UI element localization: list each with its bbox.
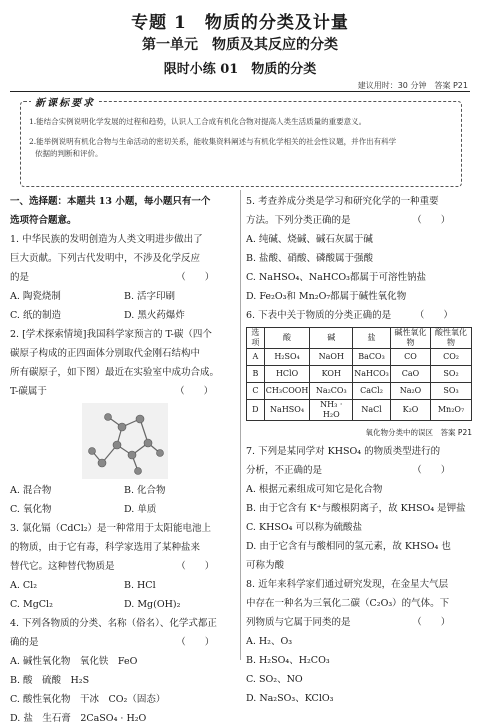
option: D. 由于它含有与酸相同的氢元素，故 KHSO₄ 也: [246, 541, 451, 552]
table-header: 盐: [353, 328, 391, 349]
option: B. H₂SO₄、H₂CO₃: [246, 655, 330, 666]
q1-options: [10, 287, 238, 306]
section-heading: 选项符合题意。: [10, 215, 77, 226]
table-cell: CaO: [390, 366, 430, 383]
question-3: 3. 氯化镉（CdCl₂）是一种常用于太阳能电池上: [10, 523, 212, 534]
q1-options: [10, 306, 238, 325]
curriculum-box: [20, 98, 462, 187]
table-cell: NaHCO₃: [353, 366, 391, 383]
option: C. KHSO₄ 可以称为硫酸盐: [246, 522, 362, 533]
question-text: 确的是 （ ）: [10, 637, 215, 648]
option: C. 酸性氧化物 干冰 CO₂（固态）: [10, 694, 166, 705]
t-carbon-structure-image: [82, 403, 168, 479]
option: D. 单质: [124, 504, 157, 515]
time-info: 建议用时：30 分钟 答案 P21: [357, 81, 468, 90]
left-column: [10, 192, 238, 728]
option: B. 酸 硫酸 H₂S: [10, 675, 90, 686]
option: A. 碱性氧化物 氧化铁 FeO: [10, 656, 138, 667]
table-cell: CO₂: [431, 349, 472, 366]
table-cell: Na₂CO₃: [310, 383, 353, 400]
table-cell: Na₂O: [390, 383, 430, 400]
table-cell: NaHSO₄: [264, 400, 310, 421]
option: D. 黑火药爆炸: [124, 310, 185, 321]
table-row: [247, 383, 472, 400]
table-cell: KOH: [310, 366, 353, 383]
option: A. Cl₂: [10, 580, 38, 591]
option: 可称为酸: [246, 560, 285, 571]
right-column: [246, 192, 472, 708]
option: D. 盐 生石膏 2CaSO₄ · H₂O: [10, 713, 147, 724]
practice-title: 限时小练 01 物质的分类: [163, 62, 317, 77]
option: A. 纯碱、烧碱、碱石灰属于碱: [246, 234, 373, 245]
header-rule: [10, 91, 470, 92]
question-text: 碳原子构成的正四面体分别取代金刚石结构中: [10, 348, 201, 359]
option: C. NaHSO₄、NaHCO₃都属于可溶性钠盐: [246, 272, 426, 283]
option: A. 陶瓷烧制: [10, 291, 61, 302]
option: D. Fe₂O₃和 Mn₂O₇都属于碱性氧化物: [246, 291, 407, 302]
table-header: 选项: [247, 328, 265, 349]
question-8: 8. 近年来科学家们通过研究发现，在金星大气层: [246, 579, 449, 590]
option: C. 氧化物: [10, 504, 52, 515]
column-divider: [240, 190, 241, 660]
unit-title: 第一单元 物质及其反应的分类: [142, 37, 338, 53]
table-cell: CaCl₂: [353, 383, 391, 400]
q2-options: [10, 500, 238, 519]
question-6: 6. 下表中关于物质的分类正确的是 （ ）: [246, 310, 453, 321]
q3-options: [10, 576, 238, 595]
curriculum-item: 1.能结合实例说明化学发展的过程和趋势，认识人工合成有机化合物对提高人类生活质量的重要意义。: [29, 117, 367, 126]
curriculum-item: 依据的判断和评价。: [35, 149, 103, 158]
question-text: 分析，不正确的是 （ ）: [246, 465, 451, 476]
question-text: 的物质，由于它有毒，科学家选用了某种盐来: [10, 542, 201, 553]
table-cell: CH₃COOH: [264, 383, 310, 400]
table-cell: Mn₂O₇: [431, 400, 472, 421]
table-cell: SO₂: [431, 366, 472, 383]
table-cell: SO₃: [431, 383, 472, 400]
question-1: 1. 中华民族的发明创造为人类文明进步做出了: [10, 234, 203, 245]
q3-options: [10, 595, 238, 614]
answer-note: 氧化物分类中的误区 答案 P21: [365, 428, 472, 437]
option: D. Mg(OH)₂: [124, 599, 181, 610]
option: C. SO₂、NO: [246, 674, 303, 685]
question-text: 所有碳原子，如下图）最近在实验室中成功合成。: [10, 367, 220, 378]
table-cell: K₂O: [390, 400, 430, 421]
table-cell: NaCl: [353, 400, 391, 421]
question-7: 7. 下列是某同学对 KHSO₄ 的物质类型进行的: [246, 446, 441, 457]
table-header: 碱: [310, 328, 353, 349]
question-text: 巨大贡献。下列古代发明中，不涉及化学反应: [10, 253, 201, 264]
option: B. 盐酸、硝酸、磷酸属于强酸: [246, 253, 374, 264]
table-cell: NaOH: [310, 349, 353, 366]
table-cell: HClO: [264, 366, 310, 383]
table-row: [247, 400, 472, 421]
table-cell: H₂SO₄: [264, 349, 310, 366]
table-header: 酸: [264, 328, 310, 349]
classification-table: [246, 327, 472, 421]
curriculum-title: 新课标要求: [31, 94, 99, 109]
table-header-row: [247, 328, 472, 349]
question-text: 列物质与它属于同类的是 （ ）: [246, 617, 451, 628]
table-header: 酸性氧化物: [431, 328, 472, 349]
option: C. 纸的制造: [10, 310, 61, 321]
question-text: 的是 （ ）: [10, 272, 215, 283]
table-row: [247, 366, 472, 383]
curriculum-item: 2.能举例说明有机化合物与生命活动的密切关系，能收集资料阐述与有机化学相关的社会性议题，并作出有科学: [29, 137, 397, 146]
option: D. Na₂SO₃、KClO₃: [246, 693, 334, 704]
question-2: 2. [学术探索情境]我国科学家预言的 T-碳（四个: [10, 329, 212, 340]
option: B. HCl: [124, 580, 156, 591]
table-cell: B: [247, 366, 265, 383]
option: C. MgCl₂: [10, 599, 53, 610]
table-row: [247, 349, 472, 366]
option: B. 化合物: [124, 485, 166, 496]
section-heading: 一、选择题：本题共 13 小题，每小题只有一个: [10, 196, 211, 207]
table-cell: A: [247, 349, 265, 366]
option: A. 混合物: [10, 485, 52, 496]
question-text: T-碳属于 （ ）: [10, 386, 214, 397]
table-cell: CO: [390, 349, 430, 366]
question-text: 替代它。这种替代物质是 （ ）: [10, 561, 215, 572]
table-cell: NH₃ · H₂O: [310, 400, 353, 421]
option: A. 根据元素组成可知它是化合物: [246, 484, 383, 495]
option: B. 由于它含有 K⁺与酸根阴离子，故 KHSO₄ 是钾盐: [246, 503, 466, 514]
question-text: 方法。下列分类正确的是 （ ）: [246, 215, 451, 226]
table-header: 碱性氧化物: [390, 328, 430, 349]
table-cell: BaCO₃: [353, 349, 391, 366]
table-cell: D: [247, 400, 265, 421]
question-4: 4. 下列各物质的分类、名称（俗名）、化学式都正: [10, 618, 217, 629]
topic-title: 专题 1 物质的分类及计量: [131, 13, 349, 33]
question-5: 5. 考查养成分类是学习和研究化学的一种重要: [246, 196, 439, 207]
table-cell: C: [247, 383, 265, 400]
question-text: 中存在一种名为三氧化二碳（C₂O₃）的气体。下: [246, 598, 450, 609]
option: B. 活字印刷: [124, 291, 176, 302]
q2-options: [10, 481, 238, 500]
option: A. H₂、O₃: [246, 636, 293, 647]
